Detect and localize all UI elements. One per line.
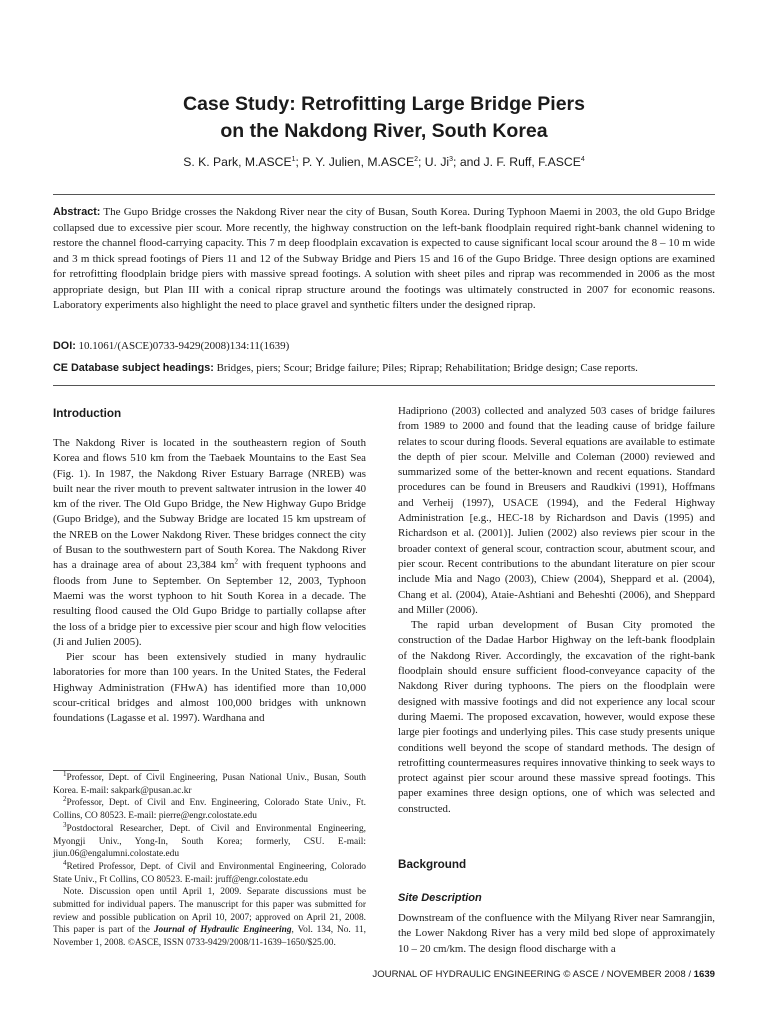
divider-top [53,194,715,195]
intro-p1-text-b: with frequent typhoons and floods from June to September. On September 12, 2003, Typhoon Maemi was the worst typhoon to hit South Korea in a decade. The resulting flood caused the Old Gupo Bridge to partially collapse after the loss of a bridge pier to excessive pier scour and high flow velocities (Ji and Julien 2005). [53,559,366,648]
footnote-4-text: Retired Professor, Dept. of Civil and Environmental Engineering, Colorado State Univ., Ft Collins, CO 80523. E-mail: jruff@engr.colostate.edu [53,861,366,885]
page-number: 1639 [693,969,715,980]
author-list [0,155,768,169]
doi-label: DOI: [53,340,76,352]
title-line-1: Case Study: Retrofitting Large Bridge Piers [183,93,585,115]
footnote-1 [53,769,366,797]
title-line-2: on the Nakdong River, South Korea [220,120,548,142]
subject-text: Bridges, piers; Scour; Bridge failure; Piles; Riprap; Rehabilitation; Bridge design; Case reports. [216,362,638,374]
footnote-2 [53,797,366,822]
abstract [53,205,715,314]
author-3-affil: 3 [449,155,454,163]
footnotes [53,769,366,950]
footer-journal: JOURNAL OF HYDRAULIC ENGINEERING © ASCE / NOVEMBER 2008 / [372,969,694,980]
footnote-3-mark: 3 [63,820,67,829]
heading-background: Background [398,858,467,871]
footnote-1-text: Professor, Dept. of Civil Engineering, Pusan National Univ., Busan, South Korea. E-mail: sakpark@pusan.ac.kr [53,773,366,796]
footnote-1-mark: 1 [63,769,67,778]
footnote-4 [53,858,366,886]
heading-introduction: Introduction [53,407,122,420]
site-description-column [398,911,715,957]
footnote-3-text: Postdoctoral Researcher, Dept. of Civil and Environmental Engineering, Myongji Univ., Yong-In, South Korea; formerly, CSU. E-mail: jiun.06@engalumni.colostate.edu [53,823,366,860]
footnote-4-mark: 4 [63,858,67,867]
abstract-text: The Gupo Bridge crosses the Nakdong River near the city of Busan, South Korea. During Typhoon Maemi in 2003, the old Gupo Bridge collapsed due to excessive pier scour. More recently, the highway construction on the left-bank floodplain required right-bank channel widening to restore the channel flood-carrying capacity. This 7 m deep floodplain excavation is expected to cause significant local scour around the 8 – 10 m wide and 3 m thick spread footings of Piers 11 and 12 of the Subway Bridge and Piers 15 and 16 of the Gupo Bridge. Three design options are examined for retrofitting floodplain bridge piers with massive spread footings. A solution with sheet piles and riprap was recommended in 2006 as the most appropriate design, but Plan III with a conical riprap structure around the footings was ultimately constructed in 2007 for economic reasons. Laboratory experiments also highlight the need to place gravel and synthetic filters under the designed riprap. [53,206,715,312]
page-footer [372,969,715,980]
author-1-affil: 1 [291,155,296,163]
note-journal-name: Journal of Hydraulic Engineering [153,925,292,936]
footnote-2-text: Professor, Dept. of Civil and Env. Engineering, Colorado State Univ., Ft. Collins, CO 80523. E-mail: pierre@engr.colostate.edu [53,798,366,822]
footnote-3 [53,820,366,861]
intro-p1-sup: 2 [234,557,238,566]
author-2: ; P. Y. Julien, M.ASCE [295,155,415,169]
heading-site-description: Site Description [398,892,482,904]
site-paragraph-1: Downstream of the confluence with the Milyang River near Samrangjin, the Lower Nakdong River has a very mild bed slope of approximately 10 – 20 cm/km. The design flood discharge with a [398,912,715,955]
subject-headings [53,362,715,374]
footnote-note [53,886,366,950]
doi-line [53,340,715,352]
note-text-a: Note. Discussion open until April 1, 2009. Separate discussions must be submitted for individual papers. The manuscript for this paper was submitted for review and possible publication on April 10, 2007; approved on April 21, 2008. This paper is part of the [53,887,366,936]
right-paragraph-2: The rapid urban development of Busan City promoted the construction of the Dadae Harbor Highway on the left-bank floodplain of the Nakdong River. Accordingly, the excavation of the right-bank floodplain should ensure sufficient flood-conveyance capacity of the Nakdong River during typhoons. The piers on the floodplain were designed with massive footings and did not experience any local scour during Maemi. The proposed excavation, however, would expose these large pier footings and underlying piles. This case study presents unique conditions well beyond the scope of standard methods. The design of retrofitting countermeasures requires innovative thinking to seek ways to protect against pier scour around these massive spread footings. This paper examines three design options, one of which was selected and constructed. [398,619,715,815]
intro-p1-text-a: The Nakdong River is located in the southeastern region of South Korea and flows 510 km from the Taebaek Mountains to the East Sea (Fig. 1). In 1987, the Nakdong River Estuary Barrage (NREB) was built near the river mouth to prevent saltwater intrusion in the lower 40 km of the river. The Old Gupo Bridge, the New Highway Gupo Bridge (Gupo Bridge), and the Subway Bridge are located 15 km upstream of the NREB on the Lower Nakdong River. These bridges connect the city of Busan to the southwestern part of South Korea. The Nakdong River has a drainage area of about 23,384 km [53,437,366,572]
subject-label: CE Database subject headings: [53,362,214,374]
divider-bottom [53,385,715,386]
note-text-b: , Vol. 134, No. 11, November 1, 2008. ©ASCE, ISSN 0733-9429/2008/11-1639–1650/$25.00. [53,925,366,949]
intro-paragraph-1 [53,436,366,650]
right-column [398,404,715,817]
author-4: ; and J. F. Ruff, F.ASCE [453,155,581,169]
doi-link[interactable]: 10.1061/(ASCE)0733-9429(2008)134:11(1639) [78,340,290,352]
intro-paragraph-2: Pier scour has been extensively studied in many hydraulic laboratories for more than 100 years. In the United States, the Federal Highway Administration (FHwA) has identified more than 10,000 scour-critical bridges and almost 100,000 bridges with unknown foundations (Lagasse et al. 1997). Wardhana and [53,651,366,725]
author-1: S. K. Park, M.ASCE [183,155,292,169]
author-2-affil: 2 [414,155,418,163]
right-paragraph-1: Hadipriono (2003) collected and analyzed 503 cases of bridge failures from 1989 to 2000 and found that the leading cause of bridge failure relates to scour during floods. Several equations are available to estimate the depth of pier scour. Melville and Coleman (2000) reviewed and summarized some of the better-known and recent equations. Standard procedures can be found in Breusers and Raudkivi (1991), Hoffmans and Verheij (1997), USACE (1994), and the Federal Highway Administration [e.g., HEC-18 by Richardson and Davis (1995) and Richardson et al. (2001)]. Julien (2002) also reviews pier scour in the broader context of general scour, contraction scour, abutment scour, and pier scour. Recent contributions to the abundant literature on pier scour include Mia and Nago (2003), Chiew (2004), Sheppard et al. (2004), Chang et al. (2004), Ataie-Ashtiani and Beheshti (2006), and Sheppard and Miller (2006). [398,405,715,616]
footnote-2-mark: 2 [63,795,67,804]
paper-title [0,91,768,145]
abstract-label: Abstract: [53,206,101,218]
author-4-affil: 4 [580,155,585,163]
author-3: ; U. Ji [417,155,450,169]
footnote-rule [53,770,159,771]
left-column [53,436,366,727]
